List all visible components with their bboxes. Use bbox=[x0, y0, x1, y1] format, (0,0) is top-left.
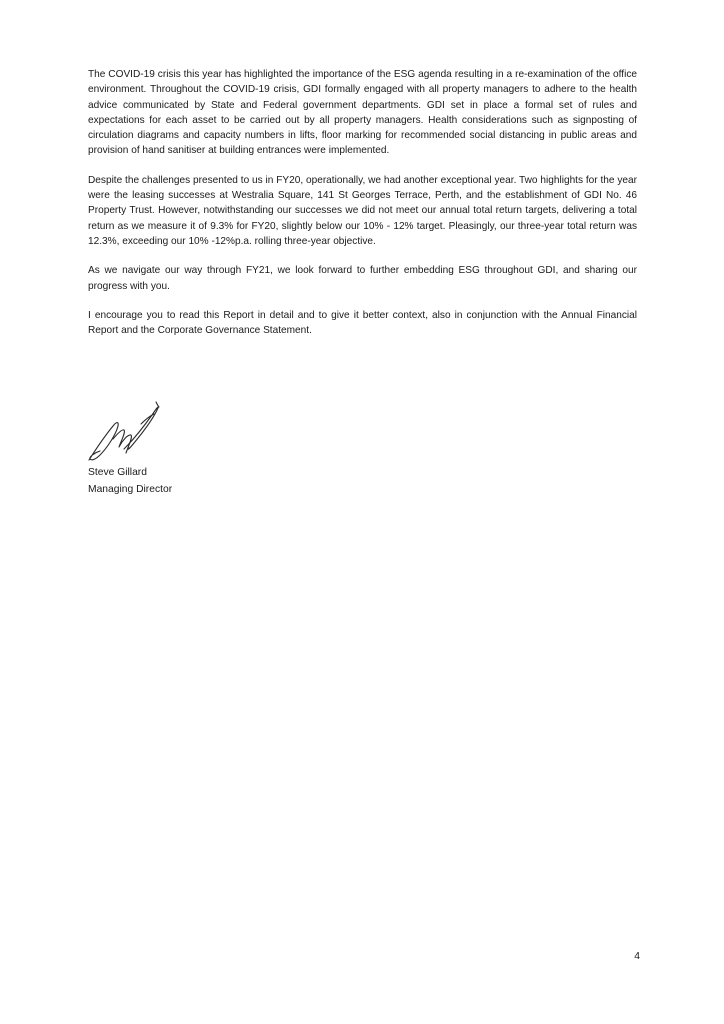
paragraph-fy21-outlook: As we navigate our way through FY21, we look forward to further embedding ESG throughout GDI, and sharing our progress with you. bbox=[88, 265, 637, 292]
signatory-name: Steve Gillard bbox=[88, 467, 147, 478]
page-number: 4 bbox=[634, 951, 640, 962]
signatory-title: Managing Director bbox=[88, 484, 173, 495]
paragraph-covid: The COVID-19 crisis this year has highlighted the importance of the ESG agenda resulting in a re-examination of the office environment. Throughout the COVID-19 crisis, GDI formally engaged with all property managers to adhere to the health advice communicated by State and Federal government departments. GDI set in place a formal set of rules and expectations for each asset to be carried out by all property managers. Health considerations such as signposting of circulation diagrams and capacity numbers in lifts, floor marking for recommended social distancing in public areas and provision of hand sanitiser at building entrances were implemented. bbox=[88, 69, 637, 157]
paragraph-encouragement: I encourage you to read this Report in detail and to give it better context, also in conjunction with the Annual Financial Report and the Corporate Governance Statement. bbox=[88, 309, 637, 337]
body-text bbox=[88, 67, 637, 352]
paragraph-fy20-results: Despite the challenges presented to us in FY20, operationally, we had another exceptional year. Two highlights for the year were the leasing successes at Westralia Square, 141 St Georges Terrace, Perth, and the establishment of GDI No. 46 Property Trust. However, notwithstanding our successes we did not meet our annual total return targets, delivering a total return as we measure it of 9.3% for FY20, slightly below our 10% - 12% target. Pleasingly, our three-year total return was 12.3%, exceeding our 10% -12%p.a. rolling three-year objective. bbox=[88, 174, 637, 247]
handwritten-signature bbox=[86, 399, 166, 467]
